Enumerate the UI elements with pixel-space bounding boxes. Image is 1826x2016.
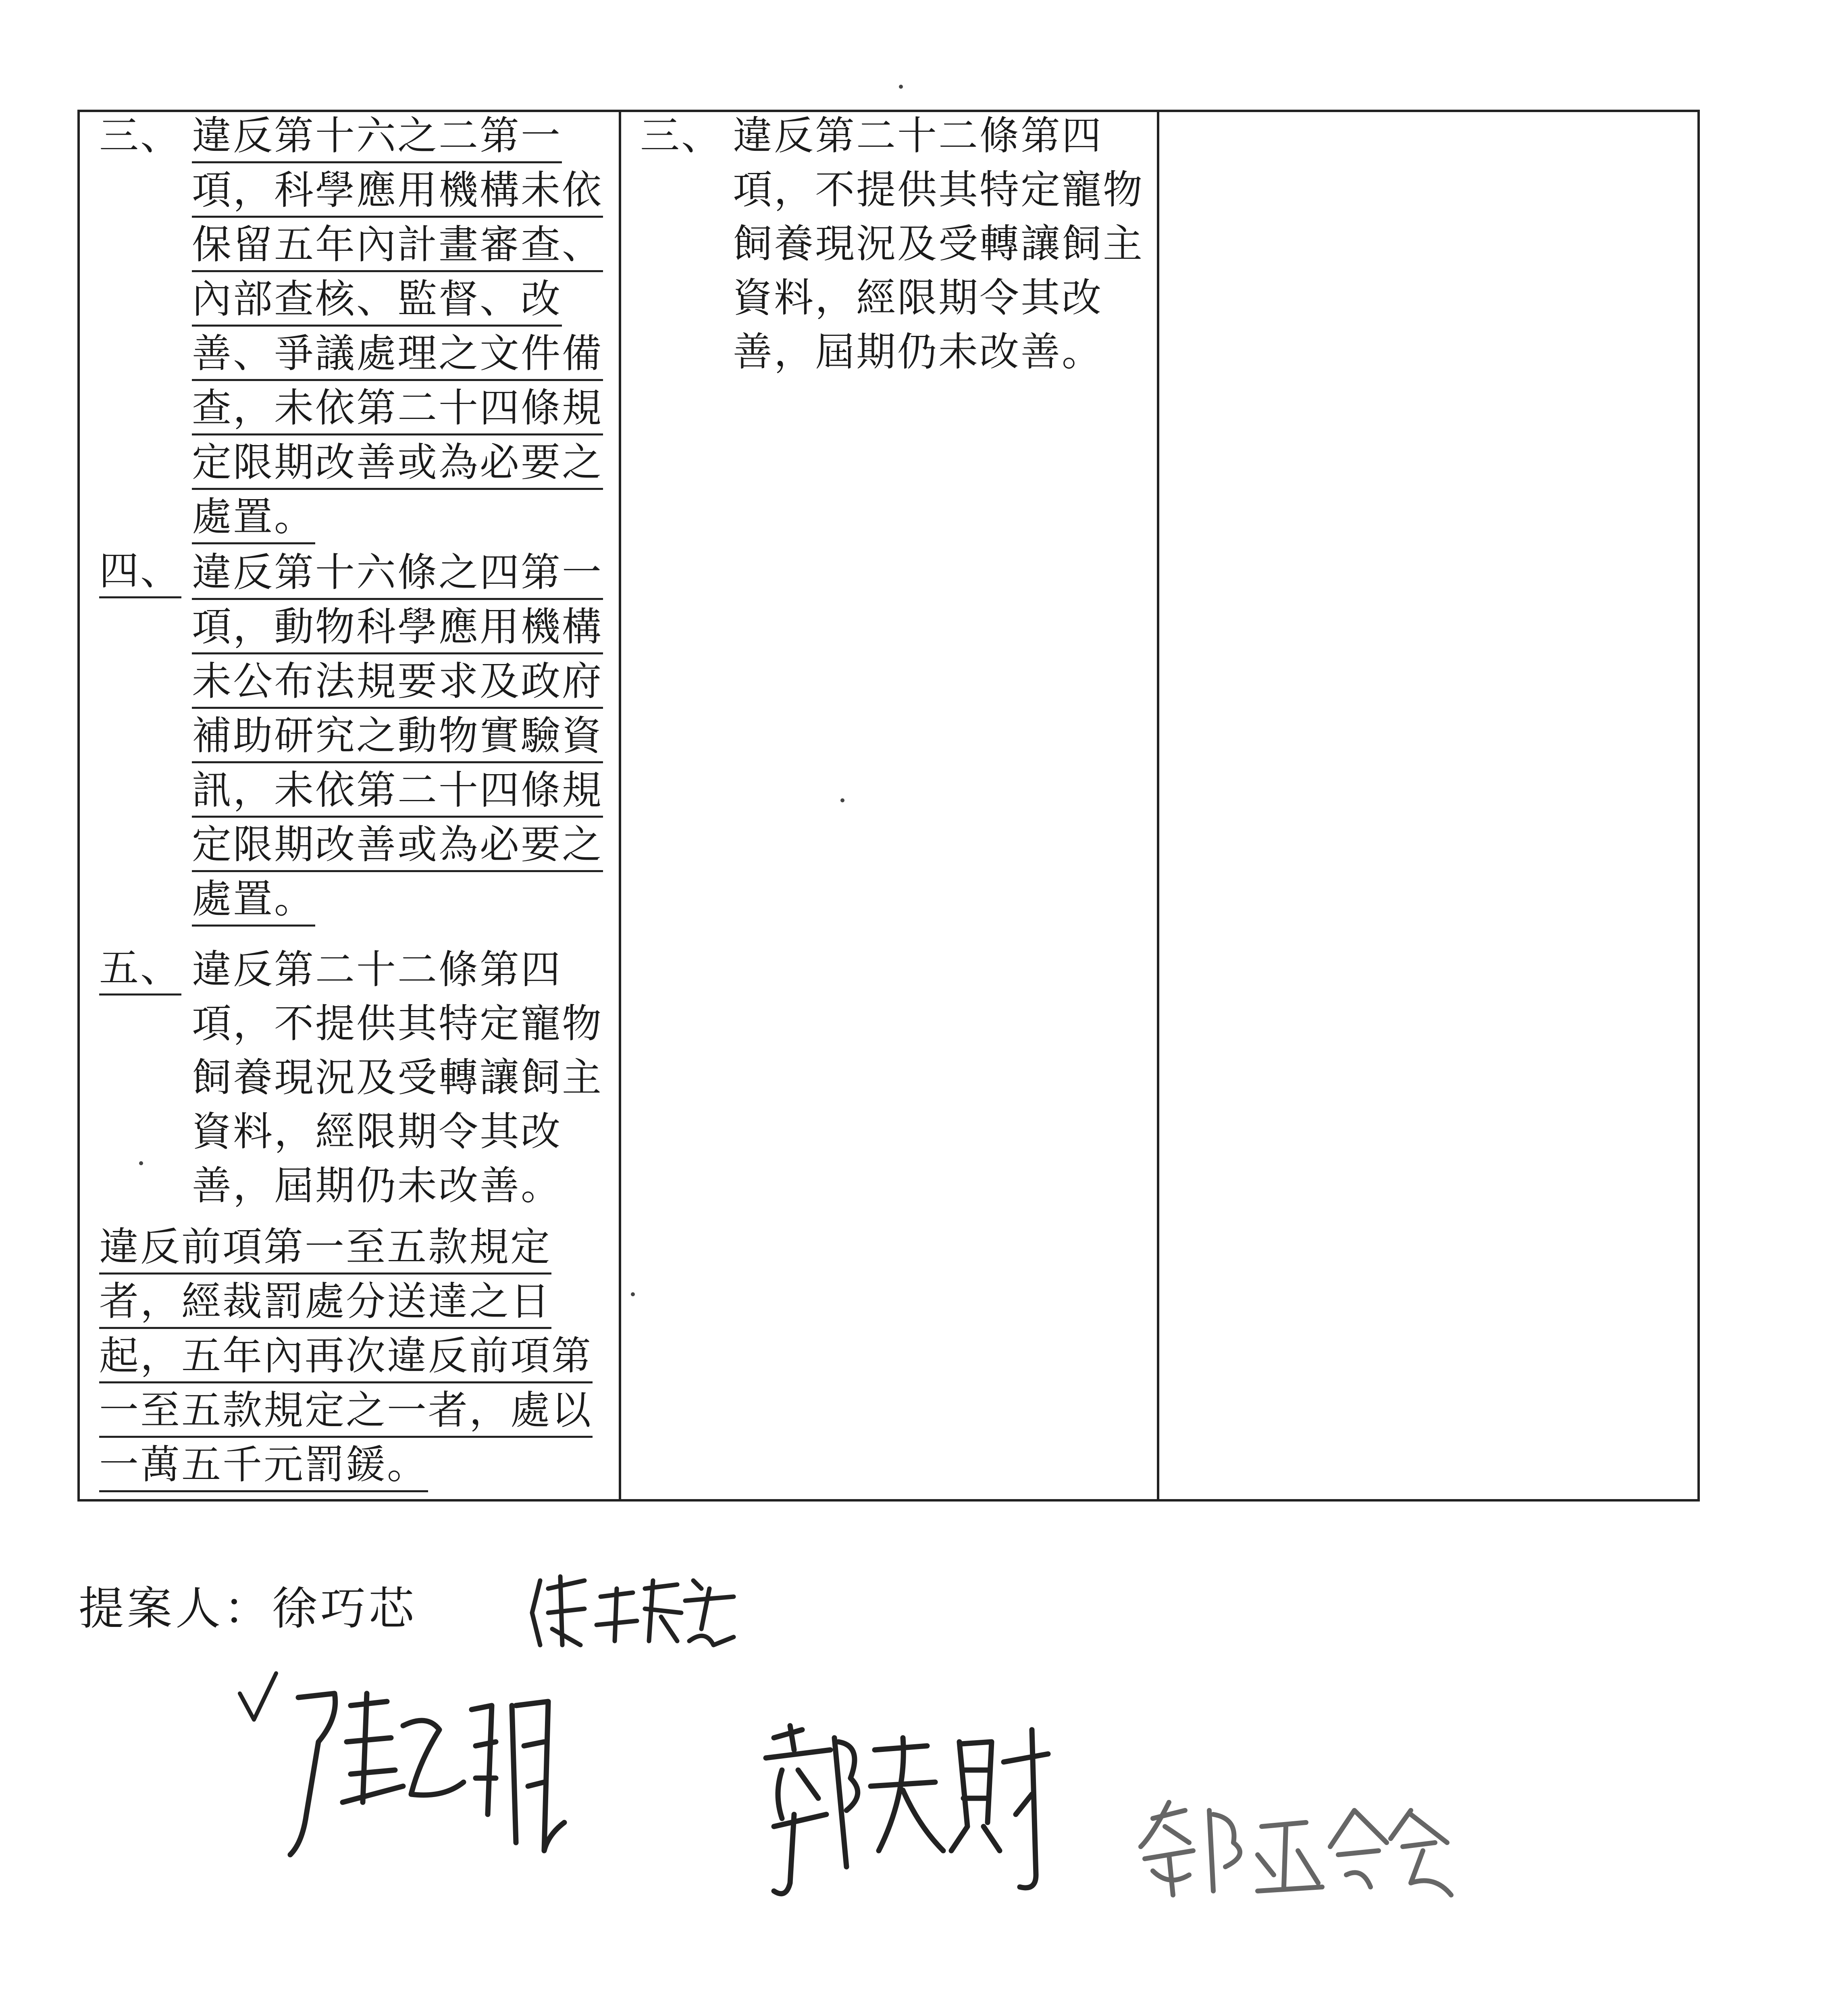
- item-number: 五、: [99, 943, 181, 996]
- scan-speck: [840, 798, 844, 802]
- item-line: 違反第十六條之四第一: [192, 547, 603, 600]
- paragraph-line: 起，五年內再次違反前項第: [99, 1331, 593, 1383]
- scan-speck: [139, 1161, 143, 1165]
- check-mark-icon: [236, 1669, 280, 1726]
- proposer-label: 提案人：: [79, 1583, 272, 1635]
- item-line: 違反第十六之二第一: [192, 110, 562, 163]
- paragraph-line: 一至五款規定之一者，處以: [99, 1385, 593, 1438]
- right-column: [1164, 112, 1696, 1499]
- item-line: 補助研究之動物實驗資: [192, 710, 603, 763]
- proposer-name: 徐巧芯: [272, 1583, 417, 1635]
- signature-zheng-tiancai: [758, 1714, 1080, 1907]
- item-line: 項，不提供其特定寵物: [733, 167, 1144, 213]
- item-line: 項，科學應用機構未依: [192, 165, 603, 218]
- item-line: 違反第二十二條第四: [733, 113, 1103, 159]
- item-line: 資料，經限期令其改: [192, 1109, 562, 1155]
- item-line: 違反第二十二條第四: [192, 947, 562, 993]
- item-line: 飼養現況及受轉讓飼主: [192, 1055, 603, 1101]
- item-number: 三、: [640, 113, 723, 159]
- paragraph-line: 一萬五千元罰鍰。: [99, 1439, 428, 1492]
- item-line: 訊，未依第二十四條規: [192, 765, 603, 818]
- item-line: 項，不提供其特定寵物: [192, 1001, 603, 1047]
- left-closing-paragraph: [99, 1220, 623, 1492]
- item-number: 四、: [99, 546, 181, 598]
- column-divider: [1157, 112, 1159, 1499]
- proposer-line: [79, 1572, 417, 1637]
- item-line: 善，屆期仍未改善。: [192, 1163, 562, 1209]
- signature-liu-zhengling: [1129, 1794, 1483, 1907]
- item-line: 飼養現況及受轉讓飼主: [733, 221, 1144, 267]
- item-line: 未公布法規要求及政府: [192, 656, 603, 709]
- item-line: 資料，經限期令其改: [733, 275, 1103, 321]
- paragraph-line: 者，經裁罰處分送達之日: [99, 1276, 551, 1329]
- item-line: 善、爭議處理之文件備: [192, 328, 603, 381]
- paragraph-line: 違反前項第一至五款規定: [99, 1222, 551, 1275]
- signature-chen-chaoming: [282, 1681, 589, 1867]
- signature-xu-qiaoxin: [524, 1564, 750, 1661]
- item-line: 善，屆期仍未改善。: [733, 329, 1103, 375]
- item-line: 查，未依第二十四條規: [192, 383, 603, 435]
- item-line: 處置。: [192, 492, 315, 544]
- item-line: 內部查核、監督、改: [192, 274, 562, 327]
- scan-speck: [899, 85, 903, 89]
- item-line: 項，動物科學應用機構: [192, 602, 603, 654]
- item-number: 三、: [99, 113, 182, 159]
- item-line: 定限期改善或為必要之: [192, 819, 603, 872]
- item-line: 定限期改善或為必要之: [192, 437, 603, 490]
- item-line: 保留五年內計畫審查、: [192, 219, 603, 272]
- scan-speck: [631, 1292, 635, 1296]
- item-line: 處置。: [192, 874, 315, 927]
- comparison-table: [77, 110, 1700, 1502]
